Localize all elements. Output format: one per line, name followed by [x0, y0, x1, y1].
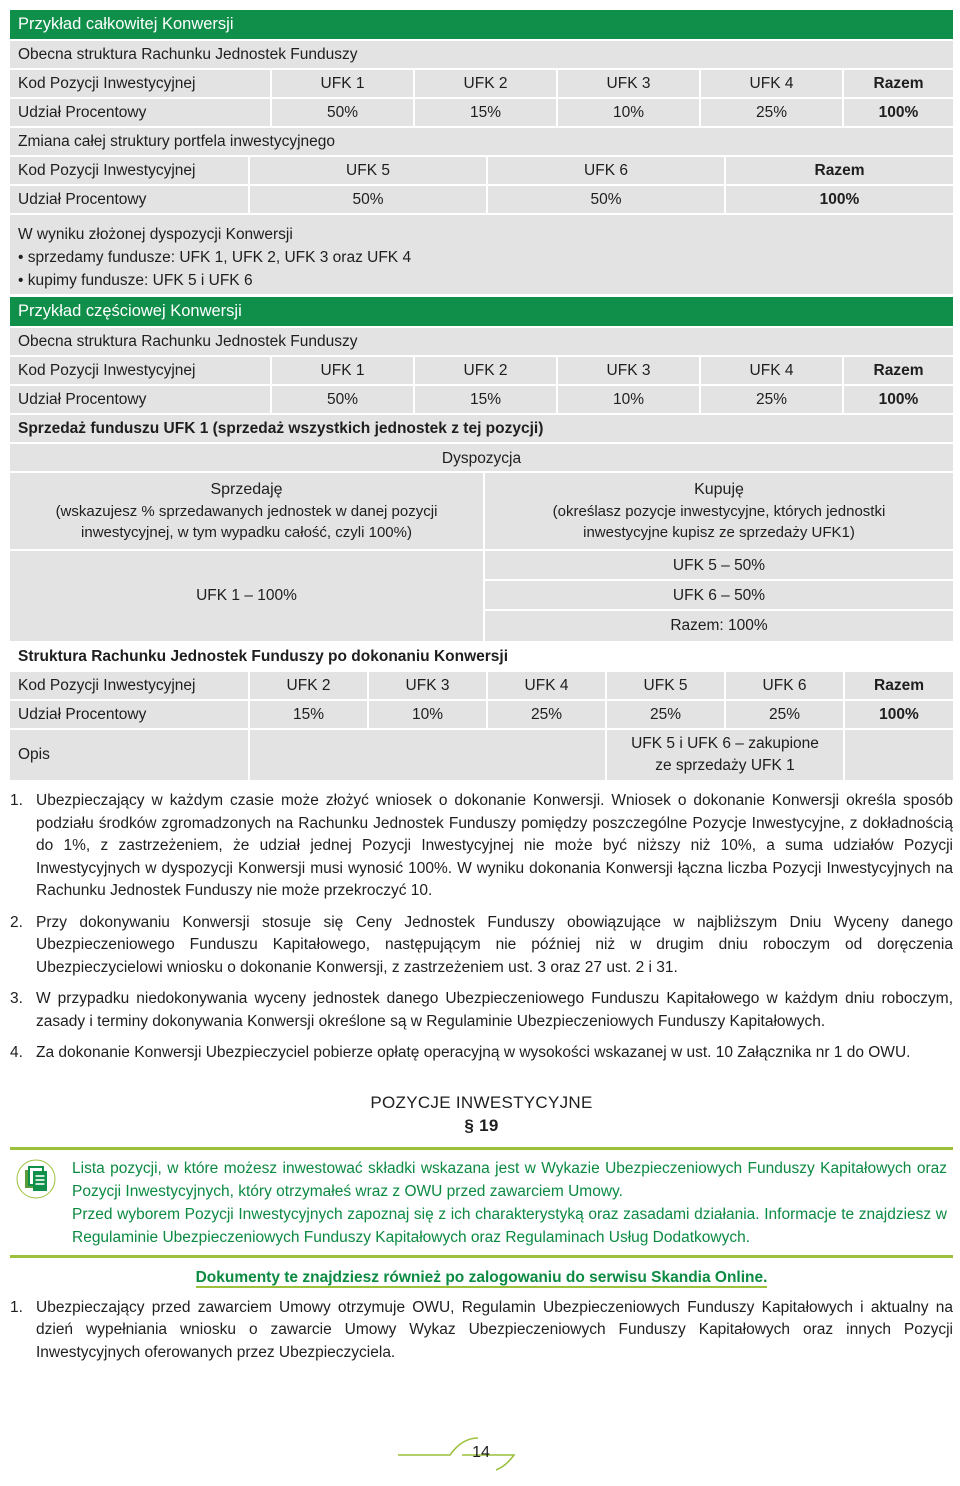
share-cell: 50%: [270, 386, 413, 413]
share-cell: 50%: [248, 186, 486, 213]
note-sell: • sprzedamy fundusze: UFK 1, UFK 2, UFK 3 oraz UFK 4: [18, 249, 412, 266]
item-number: 2.: [10, 913, 23, 931]
share-cell: 15%: [248, 701, 367, 728]
share-label: Udział Procentowy: [18, 705, 147, 723]
full-current-structure-row: [10, 39, 953, 68]
fund-cell: UFK 2: [413, 70, 556, 97]
buy-value: UFK 6 – 50%: [485, 581, 953, 611]
total-share: 100%: [842, 386, 953, 413]
fund-cell: UFK 1: [270, 70, 413, 97]
buy-value: UFK 5 – 50%: [485, 551, 953, 581]
fund-cell: UFK 6: [486, 157, 724, 184]
opis-empty: [843, 730, 953, 780]
share-label: Udział Procentowy: [18, 190, 147, 208]
fund-cell: UFK 1: [270, 357, 413, 384]
code-label: Kod Pozycji Inwestycyjnej: [18, 74, 196, 92]
section-paragraph: § 19: [464, 1115, 499, 1135]
page-number: 14: [472, 1444, 490, 1461]
share-label: Udział Procentowy: [18, 390, 147, 408]
item-text: Ubezpieczający przed zawarciem Umowy otrzymuje OWU, Regulamin Ubezpieczeniowych Funduszy Kapitałowych i aktualny na dzień wypełniania wniosku o zawarcie Umowy Wykaz Ubezpieczeniowych Funduszy Kapitałowych oraz innych Pozycji Inwestycyjnych oferowanych przez Ubezpieczyciela.: [36, 1298, 953, 1361]
fund-cell: UFK 4: [486, 672, 605, 699]
fund-cell: UFK 4: [699, 357, 842, 384]
item-text: Przy dokonywaniu Konwersji stosuje się Ceny Jednostek Funduszy obowiązujące w najbliższym Dniu Wyceny danego Ubezpieczeniowego Funduszu Kapitałowego, następującym nie później niż w drugim dniu roboczym od doręczenia Ubezpieczycielowi wniosku o dokonanie Konwersji, z zastrzeżeniem ust. 3 oraz 27 ust. 2 i 31.: [36, 913, 953, 976]
fund-cell: UFK 3: [556, 357, 699, 384]
share-label: Udział Procentowy: [18, 103, 147, 121]
code-label: Kod Pozycji Inwestycyjnej: [18, 361, 196, 379]
opis-line: ze sprzedaży UFK 1: [655, 757, 795, 774]
disposition-header: [10, 473, 953, 549]
share-cell: 15%: [413, 386, 556, 413]
list-item: [10, 912, 953, 980]
info-line: Przed wyborem Pozycji Inwestycyjnych zapoznaj się z ich charakterystyką oraz zasadami działania. Informacje te znajdziesz w Regulaminie Ubezpieczeniowych Funduszy Kapitałowych oraz Regulaminach Usług Dodatkowych.: [72, 1205, 947, 1246]
share-cell: 25%: [724, 701, 843, 728]
share-cell: 50%: [486, 186, 724, 213]
share-cell: 25%: [699, 99, 842, 126]
list-item: [10, 790, 953, 903]
full-share-row: [10, 97, 953, 126]
fund-cell: UFK 3: [367, 672, 486, 699]
total-label: Razem: [842, 357, 953, 384]
total-label: Razem: [843, 672, 953, 699]
full-current-structure-title: Obecna struktura Rachunku Jednostek Funduszy: [18, 45, 358, 63]
buy-total: Razem: 100%: [670, 617, 768, 634]
fund-cell: UFK 2: [413, 357, 556, 384]
section-heading: POZYCJE INWESTYCYJNE: [370, 1092, 593, 1112]
total-label: Razem: [842, 70, 953, 97]
opis-text: [605, 730, 843, 780]
after-title-row: [10, 641, 953, 670]
numbered-list: [10, 790, 953, 1065]
after-title: Struktura Rachunku Jednostek Funduszy po dokonaniu Konwersji: [18, 647, 509, 665]
sale-title: Sprzedaż funduszu UFK 1 (sprzedaż wszystkich jednostek z tej pozycji): [18, 419, 544, 437]
online-note: [10, 1267, 953, 1289]
partial-conversion-title: Przykład częściowej Konwersji: [10, 297, 953, 326]
change-title: Zmiana całej struktury portfela inwestycyjnego: [18, 132, 336, 150]
share-cell: 10%: [367, 701, 486, 728]
code-label: Kod Pozycji Inwestycyjnej: [18, 161, 196, 179]
list-item: [10, 1042, 953, 1065]
share-cell: 25%: [486, 701, 605, 728]
document-page: [10, 10, 953, 1373]
share-cell: 25%: [699, 386, 842, 413]
disposition-body: [10, 549, 953, 641]
fund-cell: UFK 5: [605, 672, 724, 699]
after-code-row: [10, 670, 953, 699]
partial-current-structure-title: Obecna struktura Rachunku Jednostek Funduszy: [18, 332, 358, 350]
total-label: Razem: [724, 157, 953, 184]
list-item: [10, 1297, 953, 1365]
share-cell: 10%: [556, 386, 699, 413]
partial-share-row: [10, 384, 953, 413]
share-cell: 50%: [270, 99, 413, 126]
note-intro: W wyniku złożonej dyspozycji Konwersji: [18, 226, 293, 243]
full-change-row: [10, 126, 953, 155]
list-item: [10, 988, 953, 1033]
total-share: 100%: [724, 186, 953, 213]
sell-column-head: [10, 473, 485, 549]
share-cell: 15%: [413, 99, 556, 126]
share-cell: 25%: [605, 701, 724, 728]
full-note: [10, 213, 953, 294]
item-number: 1.: [10, 792, 23, 809]
item-number: 3.: [10, 990, 23, 1007]
item-text: W przypadku niedokonywania wyceny jednostek danego Ubezpieczeniowego Funduszu Kapitałowego w każdym dniu roboczym, zasady i terminy dokonywania Konwersji określone są w Regulaminie Ubezpieczeniowych Funduszy Kapitałowych.: [36, 990, 953, 1030]
buy-values: [485, 551, 953, 641]
item-text: Ubezpieczający w każdym czasie może złożyć wniosek o dokonanie Konwersji. Wniosek o dokonanie Konwersji określa sposób podziału środków zgromadzonych na Rachunku Jednostek Funduszy pomiędzy poszczególne Pozycje Inwestycyjne, z dokładnością do 1%, z zastrzeżeniem, że udział jednej Pozycji Inwestycyjnej nie może być niższy niż 10%, a suma udziałów Pozycji Inwestycyjnych w dyspozycji Konwersji musi wynosić 100%. W wyniku dokonania Konwersji łączna liczba Pozycji Inwestycyjnych na Rachunku Jednostek Funduszy nie może przekroczyć 10.: [36, 792, 953, 899]
full-new-share-row: [10, 184, 953, 213]
documents-icon: [16, 1157, 72, 1249]
buy-desc: (określasz pozycje inwestycyjne, których jednostki: [552, 503, 886, 520]
full-code-row: [10, 68, 953, 97]
after-share-row: [10, 699, 953, 728]
full-new-code-row: [10, 155, 953, 184]
section-title: [10, 1091, 953, 1137]
item-number: 4.: [10, 1044, 23, 1061]
buy-desc: inwestycyjne kupisz ze sprzedaży UFK1): [583, 524, 855, 541]
share-cell: 10%: [556, 99, 699, 126]
fund-cell: UFK 5: [248, 157, 486, 184]
sell-desc: (wskazujesz % sprzedawanych jednostek w danej pozycji: [55, 503, 438, 520]
total-share: 100%: [843, 701, 953, 728]
full-conversion-title: Przykład całkowitej Konwersji: [10, 10, 953, 39]
sell-head: Sprzedaję: [210, 481, 283, 498]
info-text: [72, 1157, 947, 1249]
opis-line: UFK 5 i UFK 6 – zakupione: [631, 735, 819, 752]
item-number: 1.: [10, 1298, 23, 1316]
opis-row: [10, 728, 953, 780]
buy-column-head: [485, 473, 953, 549]
info-box: [10, 1147, 953, 1258]
info-line: Lista pozycji, w które możesz inwestować składki wskazana jest w Wykazie Ubezpieczeniowych Funduszy Kapitałowych oraz Pozycji Inwestycyjnych, który otrzymałeś wraz z OWU przed zawarciem Umowy.: [72, 1159, 947, 1200]
total-share: 100%: [842, 99, 953, 126]
online-note-text: Dokumenty te znajdziesz również po zalogowaniu do serwisu Skandia Online.: [195, 1268, 768, 1286]
sell-desc: inwestycyjnej, w tym wypadku całość, czyli 100%): [81, 524, 412, 541]
note-buy: • kupimy fundusze: UFK 5 i UFK 6: [18, 272, 253, 289]
sell-value: UFK 1 – 100%: [10, 551, 485, 641]
page-footer: [0, 1434, 960, 1474]
fund-cell: UFK 4: [699, 70, 842, 97]
opis-label: Opis: [18, 746, 50, 763]
fund-cell: UFK 3: [556, 70, 699, 97]
item-text: Za dokonanie Konwersji Ubezpieczyciel pobierze opłatę operacyjną w wysokości wskazanej w ust. 10 Załącznika nr 1 do OWU.: [36, 1044, 911, 1061]
fund-cell: UFK 6: [724, 672, 843, 699]
disposition-title: Dyspozycja: [10, 444, 953, 473]
numbered-list-2: [10, 1297, 953, 1365]
fund-cell: UFK 2: [248, 672, 367, 699]
buy-head: Kupuję: [694, 481, 744, 498]
disposition-box: [10, 442, 953, 641]
sale-title-row: [10, 413, 953, 442]
partial-code-row: [10, 355, 953, 384]
code-label: Kod Pozycji Inwestycyjnej: [18, 676, 196, 694]
partial-current-structure-row: [10, 326, 953, 355]
opis-empty: [248, 730, 605, 780]
